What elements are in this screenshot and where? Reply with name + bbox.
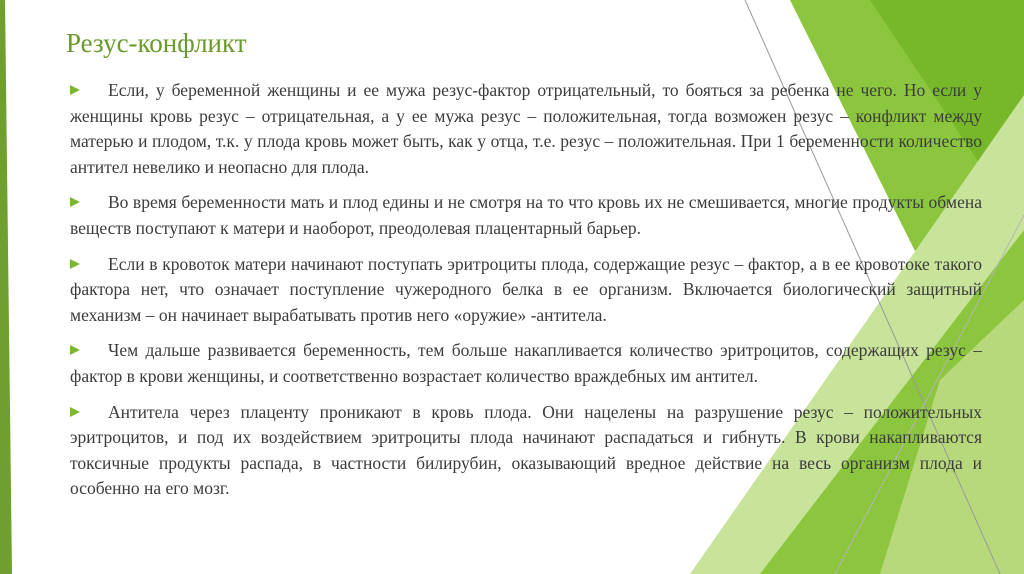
left-edge-strip <box>0 0 12 574</box>
bullet-item <box>70 190 982 241</box>
triangle-bullet-icon <box>70 85 80 95</box>
bullet-item <box>70 400 982 502</box>
bullet-list <box>70 78 982 512</box>
bullet-item <box>70 252 982 329</box>
triangle-bullet-icon <box>70 407 80 417</box>
bullet-text: Если в кровоток матери начинают поступать эритроциты плода, содержащие резус – фактор, а в ее кровотоке такого фактора нет, что означает поступление чужеродного белка в ее организм. Включается биологический защитный механизм – он начинает вырабатывать против него «оружие» -антитела. <box>70 253 982 325</box>
triangle-bullet-icon <box>70 197 80 207</box>
triangle-bullet-icon <box>70 259 80 269</box>
bullet-item <box>70 78 982 180</box>
bullet-text: Антитела через плаценту проникают в кровь плода. Они нацелены на разрушение резус – положительных эритроцитов, и под их воздействием эритроциты плода начинают распадаться и гибнуть. В крови накапливаются токсичные продукты распада, в частности билирубин, оказывающий вредное действие на весь организм плода и особенно на его мозг. <box>70 401 982 499</box>
bullet-text: Если, у беременной женщины и ее мужа резус-фактор отрицательный, то бояться за ребенка не чего. Но если у женщины кровь резус – отрицательная, а у ее мужа резус – положительная, тогда возможен резус – конфликт между матерью и плодом, т.к. у плода кровь может быть, как у отца, т.е. резус – положительная. При 1 беременности количество антител невелико и неопасно для плода. <box>70 80 982 177</box>
triangle-bullet-icon <box>70 345 80 355</box>
slide-title: Резус-конфликт <box>66 28 247 58</box>
bullet-text: Чем дальше развивается беременность, тем больше накапливается количество эритроцитов, содержащих резус – фактор в крови женщины, и соответственно возрастает количество враждебных им антител. <box>70 340 982 386</box>
bullet-item <box>70 338 982 389</box>
bullet-text: Во время беременности мать и плод едины и не смотря на то что кровь их не смешивается, многие продукты обмена веществ поступают к матери и наоборот, преодолевая плацентарный барьер. <box>70 192 982 238</box>
